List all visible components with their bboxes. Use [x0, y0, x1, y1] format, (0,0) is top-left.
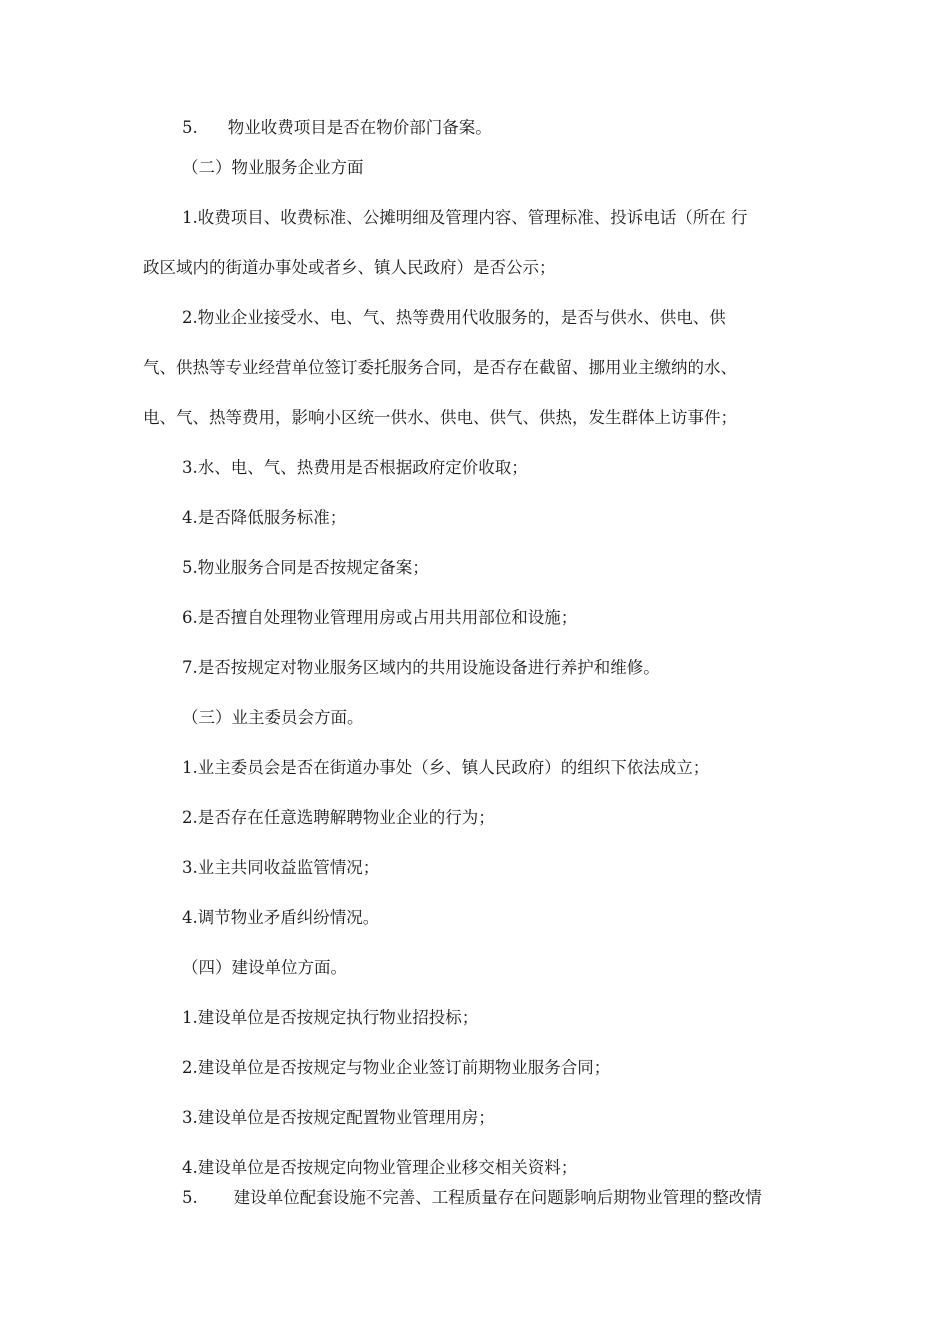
list-item: 7.是否按规定对物业服务区域内的共用设施设备进行养护和维修。	[182, 658, 660, 677]
list-item: 4.是否降低服务标准；	[182, 508, 347, 527]
list-item: 4.建设单位是否按规定向物业管理企业移交相关资料；	[182, 1158, 578, 1177]
list-item: 3.水、电、气、热费用是否根据政府定价收取；	[182, 458, 528, 477]
list-item: 5.物业服务合同是否按规定备案；	[182, 558, 429, 577]
list-item: 2.建设单位是否按规定与物业企业签订前期物业服务合同；	[182, 1058, 611, 1077]
paragraph-line: 政区域内的街道办事处或者乡、镇人民政府）是否公示；	[143, 258, 556, 277]
item-text: 建设单位配套设施不完善、工程质量存在问题影响后期物业管理的整改情	[233, 1188, 762, 1207]
paragraph-line: 电、气、热等费用，影响小区统一供水、供电、供气、供热，发生群体上访事件；	[143, 408, 737, 427]
section-heading-owners-committee: （三）业主委员会方面。	[182, 708, 364, 727]
paragraph-line: 1.收费项目、收费标准、公摊明细及管理内容、管理标准、投诉电话（所在 行	[182, 208, 748, 227]
item-number: 5.	[182, 1188, 198, 1207]
section-heading-construction-unit: （四）建设单位方面。	[182, 958, 347, 977]
list-item: 1.业主委员会是否在街道办事处（乡、镇人民政府）的组织下依法成立；	[182, 758, 710, 777]
paragraph-line: 2.物业企业接受水、电、气、热等费用代收服务的，是否与供水、供电、供	[182, 308, 726, 327]
paragraph-line: 气、供热等专业经营单位签订委托服务合同，是否存在截留、挪用业主缴纳的水、	[143, 358, 737, 377]
list-item: 4.调节物业矛盾纠纷情况。	[182, 908, 380, 927]
section-heading-property-service-company: （二）物业服务企业方面	[182, 158, 364, 177]
item-5-supporting-facilities	[182, 1188, 762, 1208]
list-item: 3.业主共同收益监管情况；	[182, 858, 380, 877]
list-item: 6.是否擅自处理物业管理用房或占用共用部位和设施；	[182, 608, 578, 627]
list-item: 1.建设单位是否按规定执行物业招投标；	[182, 1008, 479, 1027]
list-item: 2.是否存在任意选聘解聘物业企业的行为；	[182, 808, 495, 827]
item-number: 5.	[182, 118, 198, 137]
item-text: 物业收费项目是否在物价部门备案。	[227, 118, 492, 137]
item-5-price-filing	[182, 118, 492, 138]
list-item: 3.建设单位是否按规定配置物业管理用房；	[182, 1108, 495, 1127]
